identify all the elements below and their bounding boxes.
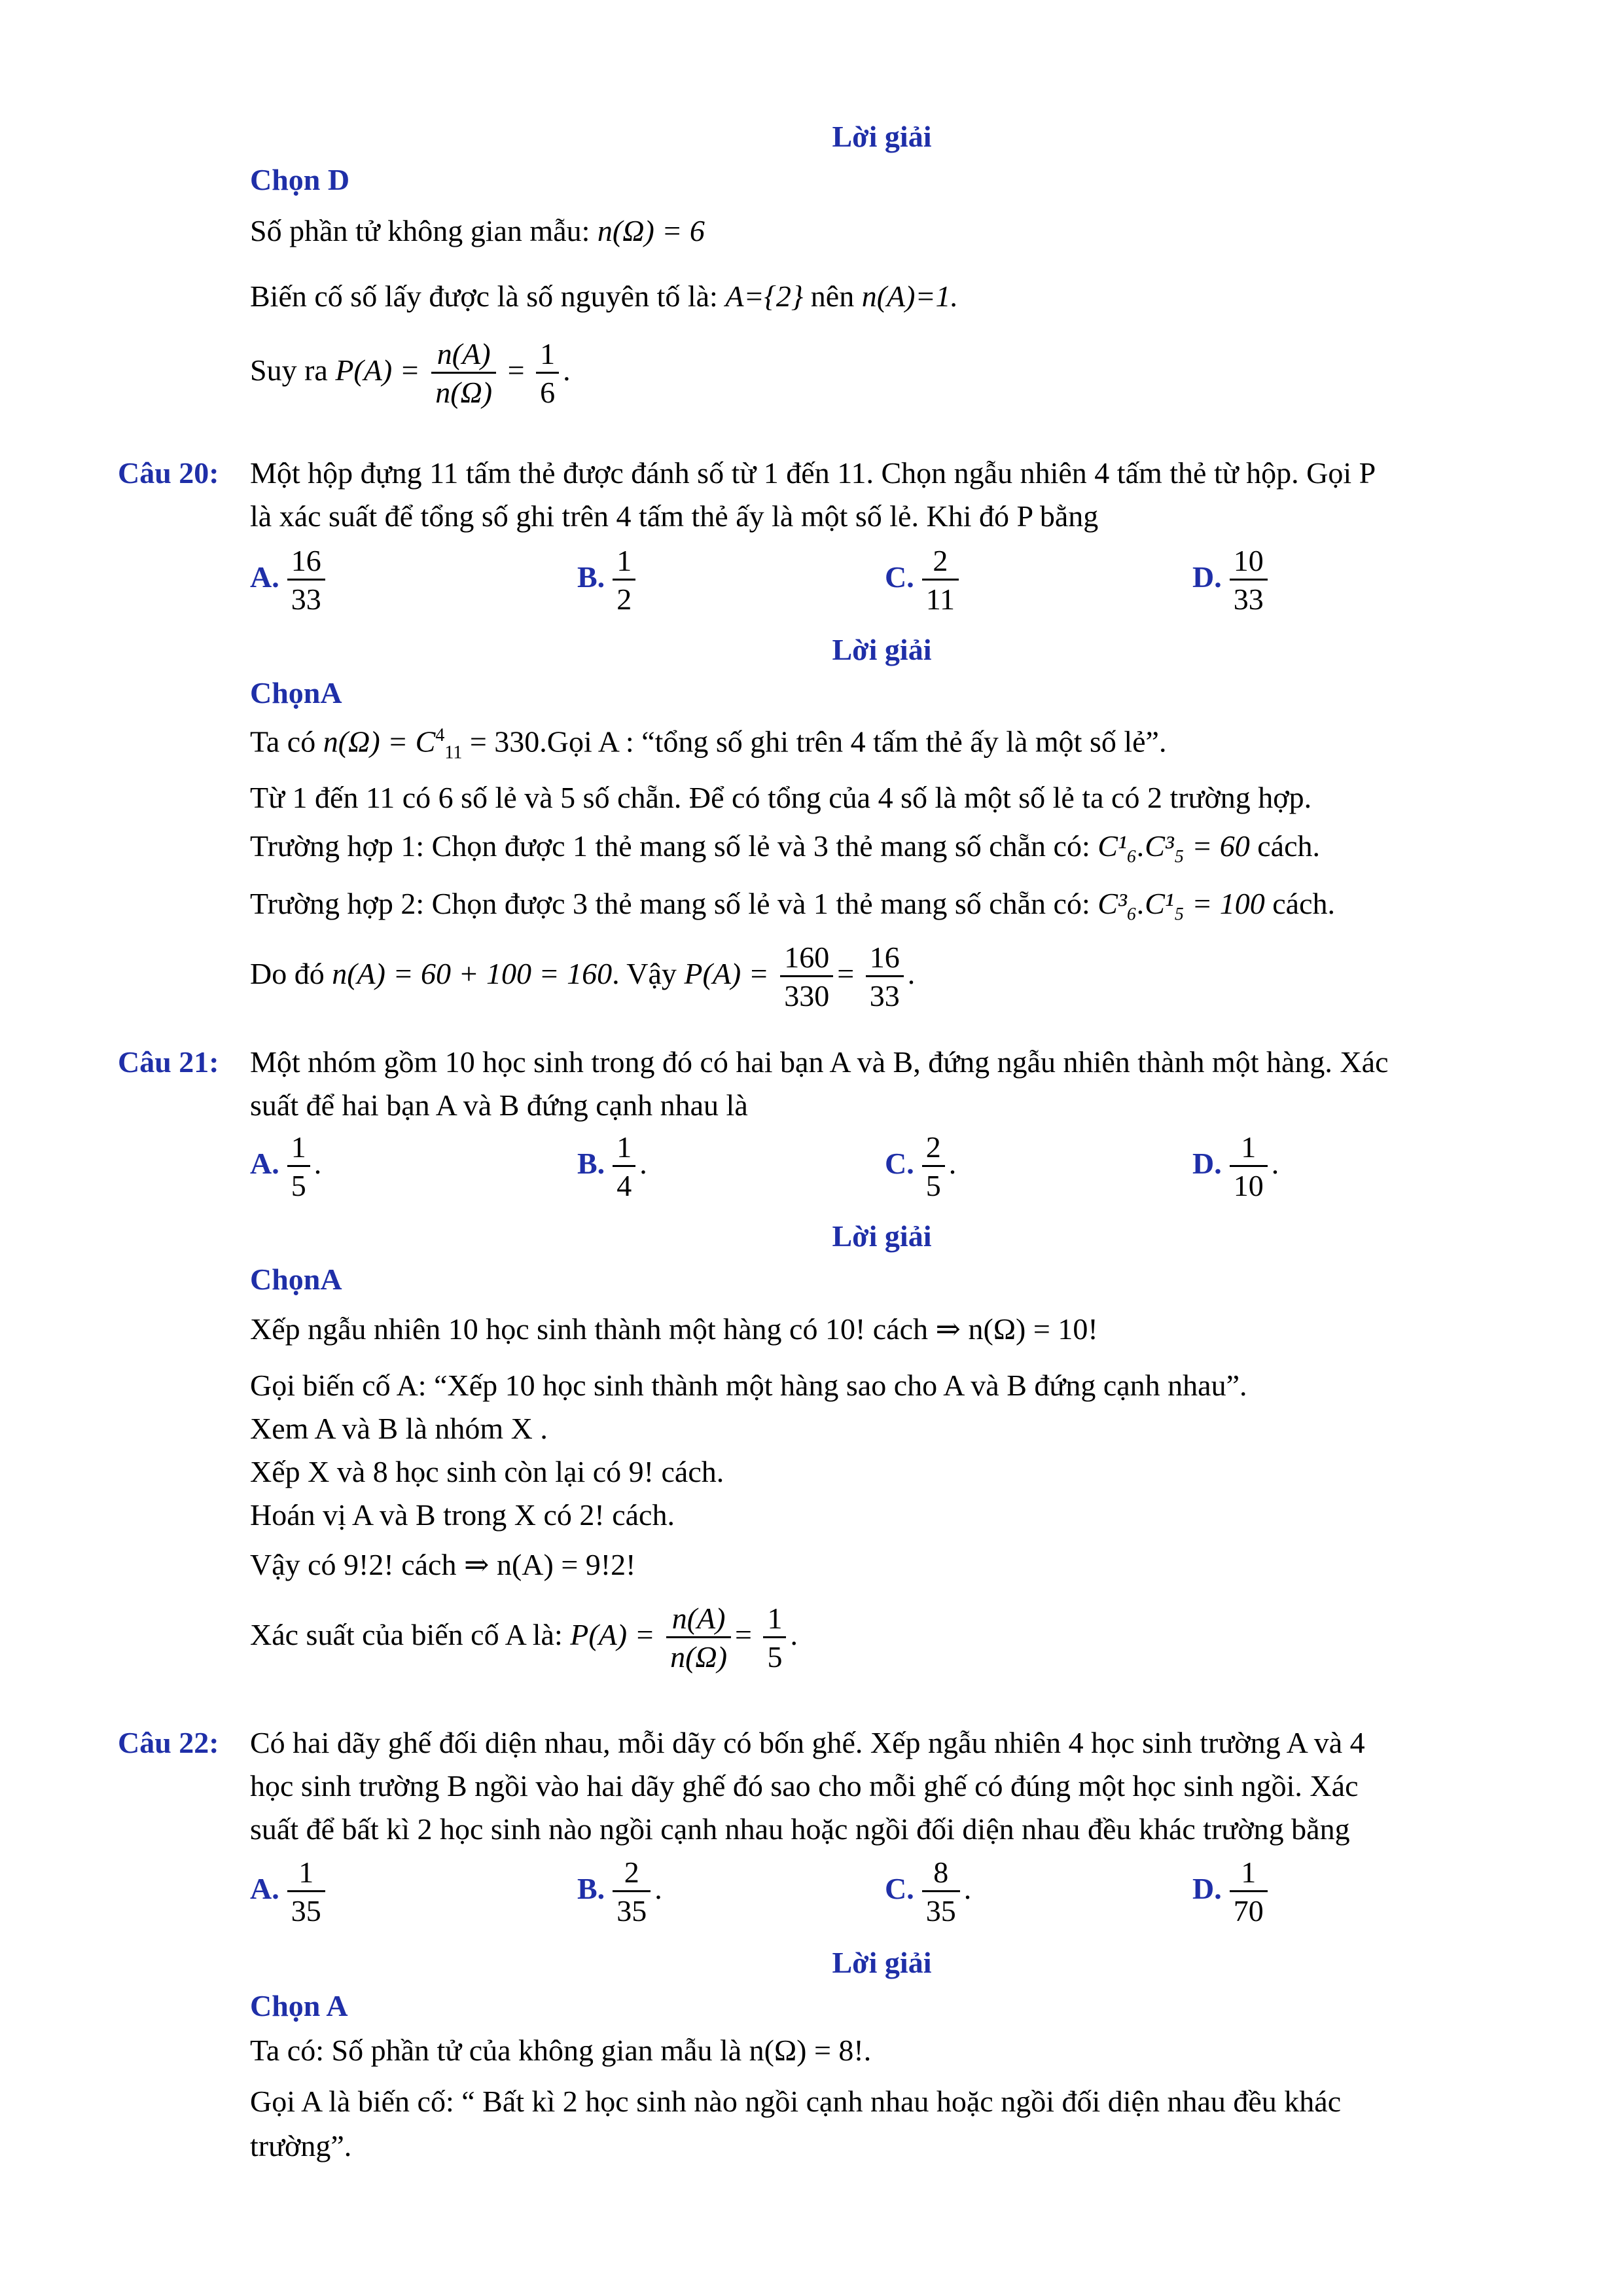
denominator: 4 bbox=[613, 1165, 635, 1201]
denominator: 33 bbox=[866, 975, 904, 1011]
numerator: 1 bbox=[1241, 1130, 1257, 1164]
question-text: Có hai dãy ghế đối diện nhau, mỗi dãy có bốn ghế. Xếp ngẫu nhiên 4 học sinh trường A và 4 bbox=[250, 1726, 1365, 1759]
denominator: 35 bbox=[922, 1890, 960, 1926]
denominator: 11 bbox=[922, 579, 959, 615]
solution-line: Do đó n(A) = 60 + 100 = 160. Vậy P(A) = $\frac{160}{330}$ = $\frac{16}{33}$ . bbox=[250, 941, 916, 1013]
solution-line: Suy ra P(A) = $\frac{n(A)}{n(\Omega)}$ = $\frac{1}{6}$ . bbox=[250, 337, 571, 409]
solution-line bbox=[250, 281, 958, 312]
numerator: n(A) bbox=[671, 1602, 726, 1635]
math: P(A) = bbox=[335, 353, 420, 387]
question-label: Câu 20: bbox=[118, 456, 219, 490]
option-d[interactable] bbox=[1192, 1857, 1272, 1926]
denominator: 33 bbox=[1230, 579, 1268, 615]
option-b[interactable]: B. $\frac{2}{35}$ . bbox=[577, 1856, 662, 1928]
solution-line: Xem A và B là nhóm X . bbox=[250, 1412, 548, 1445]
solution-heading: Lời giải bbox=[832, 120, 932, 153]
solution-heading: Lời giải bbox=[832, 1219, 932, 1253]
fraction bbox=[1230, 1857, 1268, 1926]
question-text: Một nhóm gồm 10 học sinh trong đó có hai bạn A và B, đứng ngẫu nhiên thành một hàng. Xác bbox=[250, 1045, 1389, 1079]
text: Biến cố số lấy được là số nguyên tố là: bbox=[250, 279, 718, 313]
solution-line: Xếp X và 8 học sinh còn lại có 9! cách. bbox=[250, 1455, 724, 1488]
fraction bbox=[666, 1604, 731, 1672]
option-letter: A. bbox=[250, 1147, 279, 1181]
fraction bbox=[1230, 546, 1268, 615]
solution-line bbox=[250, 216, 705, 246]
fraction bbox=[922, 1132, 945, 1201]
option-letter: B. bbox=[577, 560, 605, 594]
denominator: 2 bbox=[613, 579, 635, 615]
option-c[interactable]: C. $\frac{2}{5}$ . bbox=[885, 1130, 957, 1202]
solution-line: Xếp ngẫu nhiên 10 học sinh thành một hàng có 10! cách ⇒ n(Ω) = 10! bbox=[250, 1312, 1098, 1346]
option-letter: C. bbox=[885, 1872, 914, 1906]
denominator: 10 bbox=[1230, 1165, 1268, 1201]
fraction bbox=[431, 339, 496, 408]
numerator: 2 bbox=[624, 1856, 639, 1889]
numerator: 1 bbox=[767, 1602, 783, 1635]
numerator: 16 bbox=[291, 544, 321, 577]
fraction bbox=[287, 546, 325, 615]
numerator: 1 bbox=[616, 1130, 632, 1164]
fraction bbox=[780, 942, 833, 1011]
question-text: suất để bất kì 2 học sinh nào ngồi cạnh nhau hoặc ngồi đối diện nhau đều khác trường bằng bbox=[250, 1812, 1350, 1846]
denominator: 35 bbox=[613, 1890, 651, 1926]
solution-line: Gọi A là biến cố: “ Bất kì 2 học sinh nào ngồi cạnh nhau hoặc ngồi đối diện nhau đều khác bbox=[250, 2085, 1342, 2118]
solution-line: Vậy có 9!2! cách ⇒ n(A) = 9!2! bbox=[250, 1548, 636, 1581]
text: Trường hợp 2: Chọn được 3 thẻ mang số lẻ và 1 thẻ mang số chẵn có: bbox=[250, 887, 1090, 920]
fraction bbox=[763, 1604, 786, 1672]
solution-line: Gọi biến cố A: “Xếp 10 học sinh thành một hàng sao cho A và B đứng cạnh nhau”. bbox=[250, 1369, 1247, 1402]
denominator: 5 bbox=[763, 1636, 786, 1672]
solution-line: Xác suất của biến cố A là: P(A) = $\frac{n(A)}{n(\Omega)}$ = $\frac{1}{5}$ . bbox=[250, 1602, 798, 1674]
text: .Gọi A : “tổng số ghi trên 4 tấm thẻ ấy là một số lẻ”. bbox=[539, 725, 1167, 759]
text: nên bbox=[810, 279, 855, 313]
option-letter: A. bbox=[250, 1872, 279, 1906]
numerator: 1 bbox=[298, 1856, 314, 1889]
numerator: 1 bbox=[1241, 1856, 1257, 1889]
option-c[interactable]: C. $\frac{8}{35}$ . bbox=[885, 1856, 972, 1928]
numerator: 2 bbox=[925, 1130, 941, 1164]
denominator: 35 bbox=[287, 1890, 325, 1926]
fraction bbox=[536, 339, 559, 408]
denominator: 33 bbox=[287, 579, 325, 615]
fraction bbox=[1230, 1132, 1268, 1201]
solution-line: trường”. bbox=[250, 2129, 352, 2162]
option-b[interactable]: B. $\frac{1}{4}$ . bbox=[577, 1130, 647, 1202]
numerator: 8 bbox=[933, 1856, 949, 1889]
option-letter: A. bbox=[250, 560, 279, 594]
option-a[interactable] bbox=[250, 1857, 329, 1926]
text: Xác suất của biến cố A là: bbox=[250, 1618, 563, 1652]
superscript: 4 bbox=[435, 725, 445, 745]
solution-line bbox=[250, 889, 1335, 919]
option-letter: B. bbox=[577, 1872, 605, 1906]
option-letter: C. bbox=[885, 560, 914, 594]
text: Ta có bbox=[250, 725, 316, 759]
fraction bbox=[922, 1857, 960, 1926]
math: = 330 bbox=[469, 725, 540, 759]
math: P(A) = bbox=[570, 1618, 655, 1652]
chosen-answer: Chọn A bbox=[250, 1989, 348, 2022]
denominator: 5 bbox=[287, 1165, 310, 1201]
option-letter: D. bbox=[1192, 1147, 1222, 1181]
solution-heading: Lời giải bbox=[832, 633, 932, 666]
option-c[interactable] bbox=[885, 546, 963, 615]
denominator: 6 bbox=[536, 372, 559, 408]
numerator: 1 bbox=[291, 1130, 306, 1164]
option-d[interactable]: D. $\frac{1}{10}$ . bbox=[1192, 1130, 1279, 1202]
fraction bbox=[866, 942, 904, 1011]
numerator: n(A) bbox=[437, 337, 491, 370]
denominator: n(Ω) bbox=[666, 1636, 731, 1672]
math: P(A) = bbox=[684, 957, 769, 991]
question-label: Câu 22: bbox=[118, 1726, 219, 1759]
numerator: 10 bbox=[1233, 544, 1264, 577]
chosen-answer: ChọnA bbox=[250, 676, 342, 709]
option-letter: B. bbox=[577, 1147, 605, 1181]
text: Do đó bbox=[250, 957, 325, 991]
option-letter: D. bbox=[1192, 1872, 1222, 1906]
math: n(A)=1. bbox=[861, 279, 958, 313]
text: Số phần tử không gian mẫu: bbox=[250, 214, 590, 247]
denominator: 330 bbox=[780, 975, 833, 1011]
question-label: Câu 21: bbox=[118, 1045, 219, 1079]
solution-line bbox=[250, 831, 1320, 861]
numerator: 2 bbox=[933, 544, 948, 577]
solution-heading: Lời giải bbox=[832, 1946, 932, 1979]
numerator: 1 bbox=[616, 544, 632, 577]
text: Suy ra bbox=[250, 353, 328, 387]
solution-line: Ta có: Số phần tử của không gian mẫu là n(Ω) = 8!. bbox=[250, 2034, 872, 2067]
option-a[interactable]: A. $\frac{1}{5}$ . bbox=[250, 1130, 322, 1202]
fraction bbox=[613, 546, 635, 615]
fraction bbox=[922, 546, 959, 615]
numerator: 160 bbox=[784, 941, 830, 974]
option-letter: D. bbox=[1192, 560, 1222, 594]
numerator: 16 bbox=[869, 941, 900, 974]
option-d[interactable] bbox=[1192, 546, 1272, 615]
question-text: Một hộp đựng 11 tấm thẻ được đánh số từ 1 đến 11. Chọn ngẫu nhiên 4 tấm thẻ từ hộp. Gọi P bbox=[250, 456, 1376, 490]
question-text: học sinh trường B ngồi vào hai dãy ghế đó sao cho mỗi ghế có đúng một học sinh ngồi. Xác bbox=[250, 1769, 1359, 1803]
math: n(Ω) = 6 bbox=[597, 214, 705, 247]
subscript: 11 bbox=[444, 742, 463, 763]
denominator: n(Ω) bbox=[431, 372, 496, 408]
math: C¹₆.C³₅ = 60 bbox=[1097, 829, 1250, 863]
option-b[interactable] bbox=[577, 546, 639, 615]
chosen-answer: ChọnA bbox=[250, 1263, 342, 1296]
solution-line: Hoán vị A và B trong X có 2! cách. bbox=[250, 1498, 675, 1532]
denominator: 70 bbox=[1230, 1890, 1268, 1926]
option-a[interactable] bbox=[250, 546, 329, 615]
chosen-answer: Chọn D bbox=[250, 163, 350, 196]
fraction bbox=[287, 1132, 310, 1201]
text: cách. bbox=[1272, 887, 1336, 920]
numerator: 1 bbox=[540, 337, 556, 370]
solution-line bbox=[250, 726, 1166, 762]
denominator: 5 bbox=[922, 1165, 945, 1201]
question-text: là xác suất để tổng số ghi trên 4 tấm thẻ ấy là một số lẻ. Khi đó P bằng bbox=[250, 499, 1099, 533]
math: C³₆.C¹₅ = 100 bbox=[1097, 887, 1265, 920]
option-letter: C. bbox=[885, 1147, 914, 1181]
text: cách. bbox=[1257, 829, 1321, 863]
text: . Vậy bbox=[612, 957, 677, 991]
math: n(Ω) = C bbox=[323, 725, 436, 759]
solution-line: Từ 1 đến 11 có 6 số lẻ và 5 số chẵn. Để có tổng của 4 số là một số lẻ ta có 2 trường hợp. bbox=[250, 781, 1312, 814]
math: n(A) = 60 + 100 = 160 bbox=[332, 957, 613, 991]
text: Trường hợp 1: Chọn được 1 thẻ mang số lẻ và 3 thẻ mang số chẵn có: bbox=[250, 829, 1090, 863]
question-text: suất để hai bạn A và B đứng cạnh nhau là bbox=[250, 1088, 748, 1122]
fraction bbox=[613, 1132, 635, 1201]
fraction bbox=[287, 1857, 325, 1926]
fraction bbox=[613, 1857, 651, 1926]
math: A={2} bbox=[725, 279, 804, 313]
